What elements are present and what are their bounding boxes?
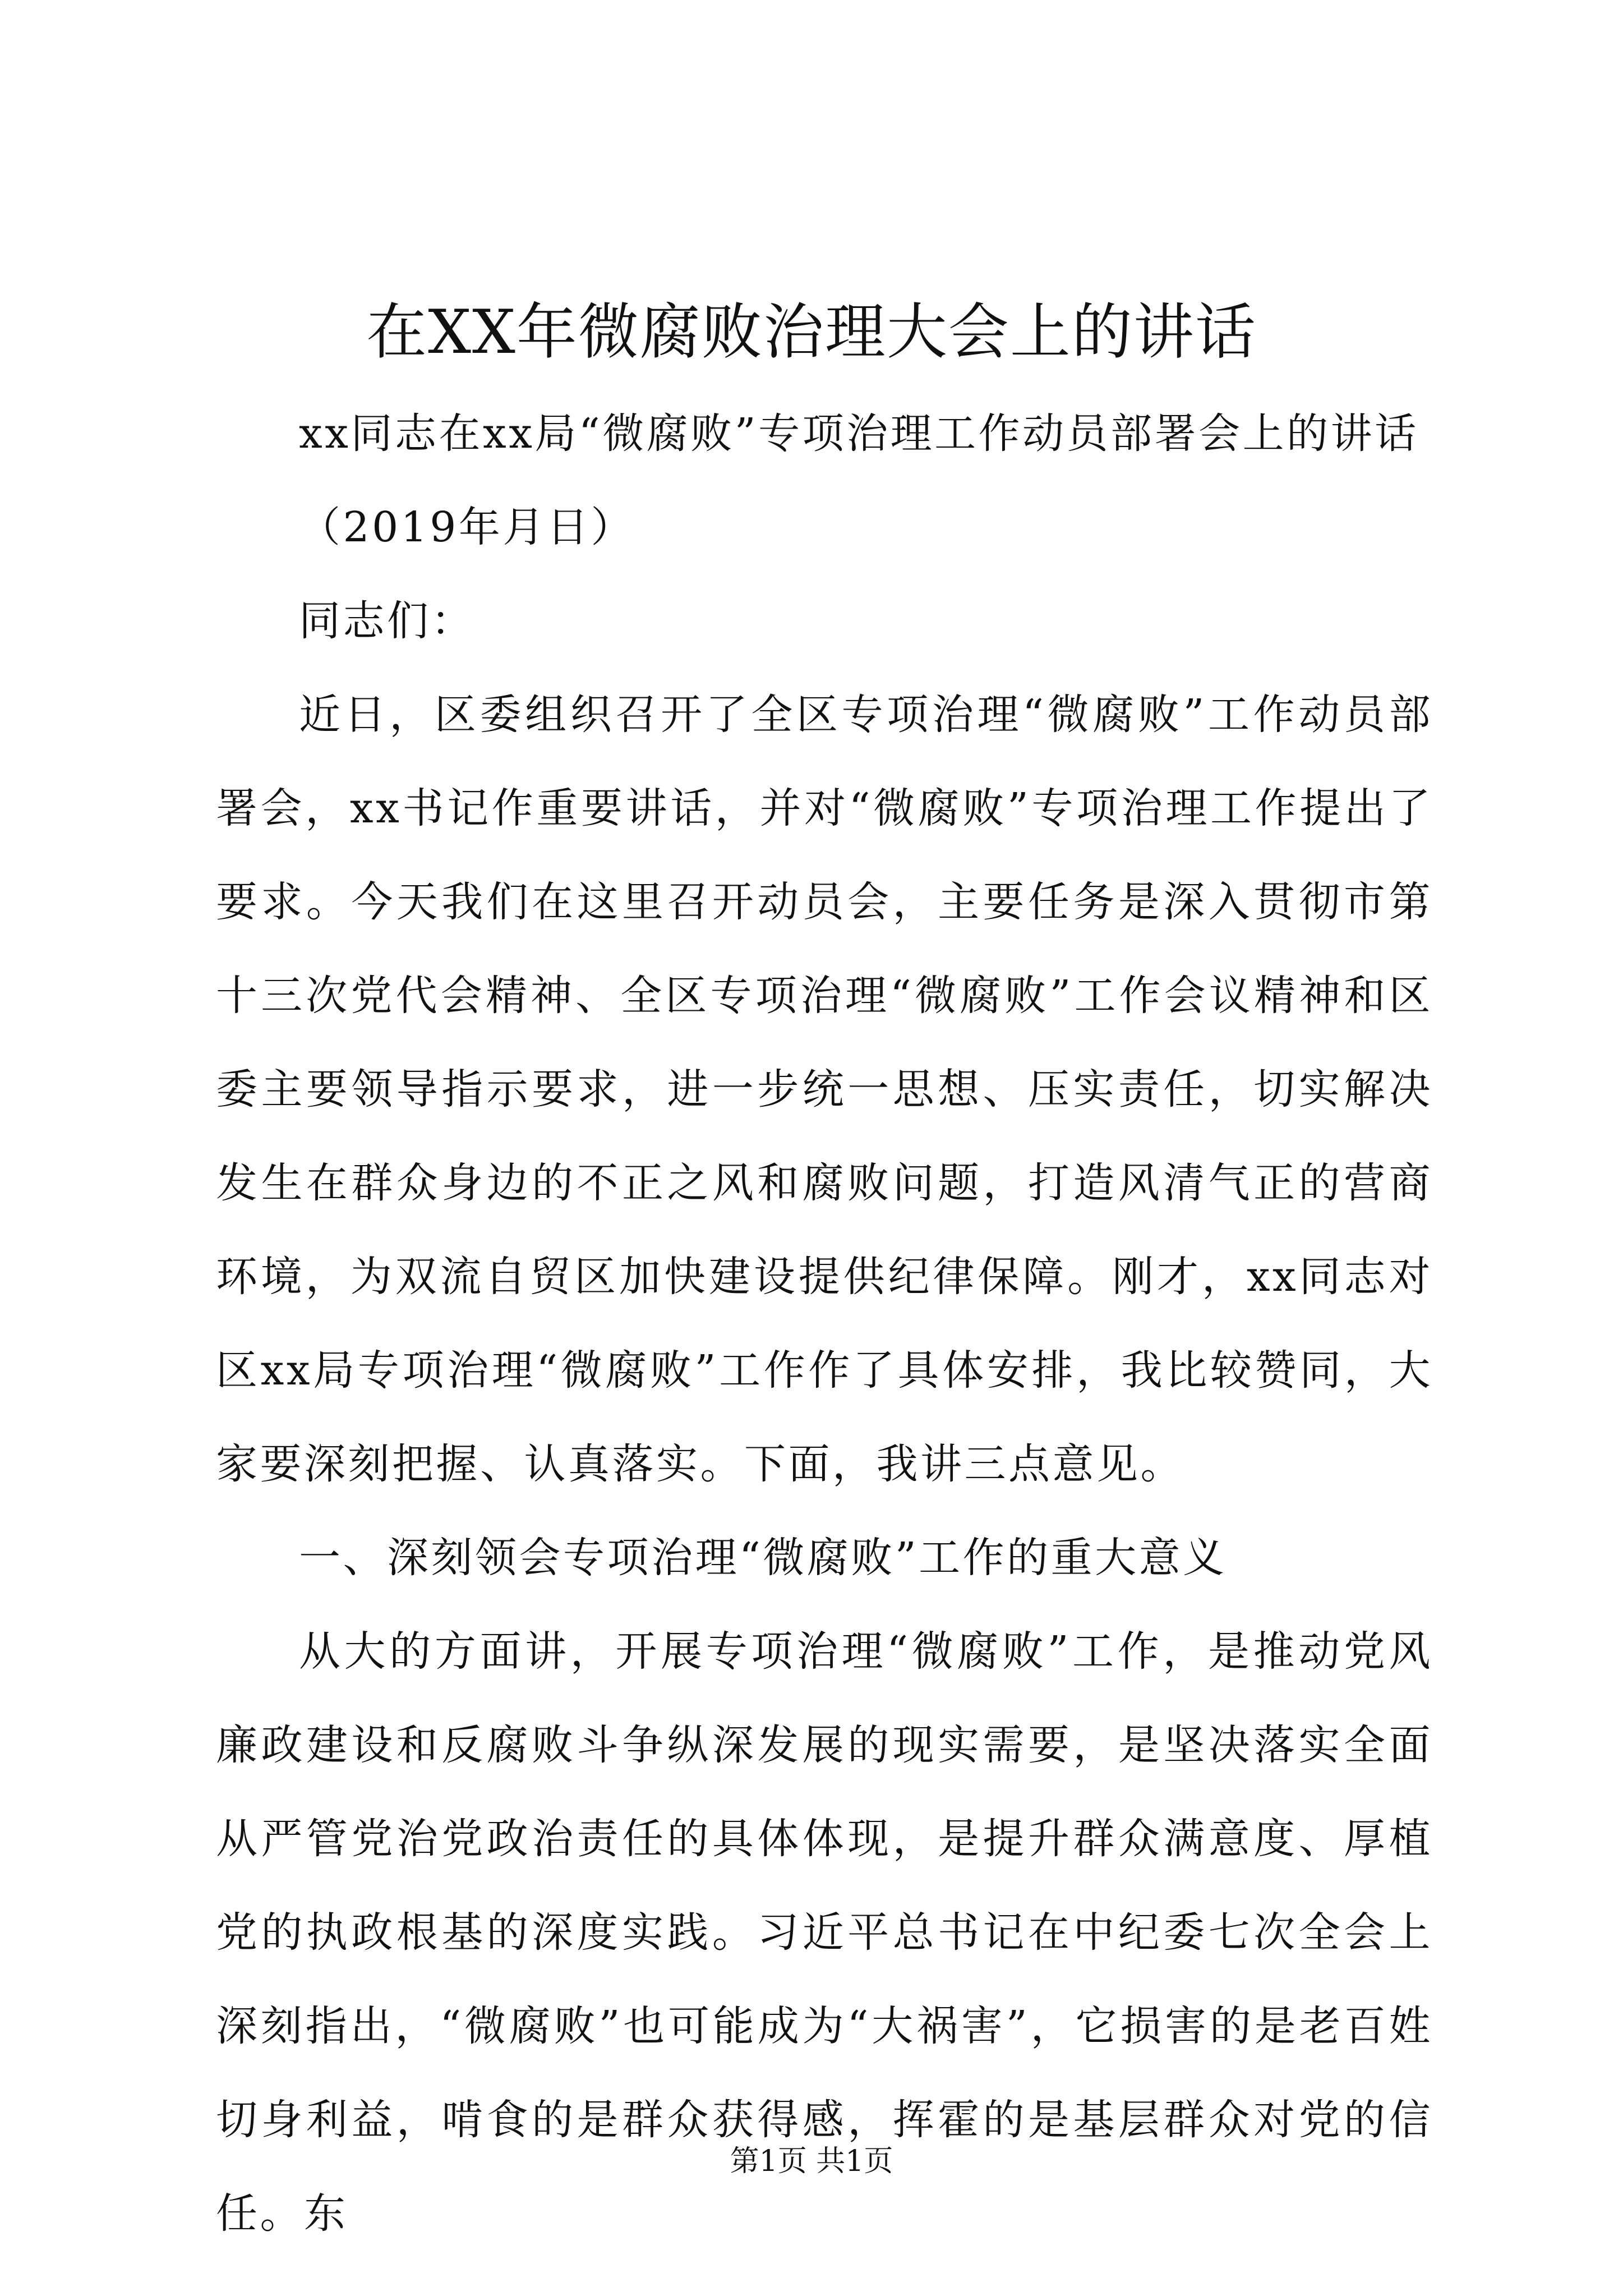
section-heading: 一、深刻领会专项治理“微腐败”工作的重大意义 [299,1534,1227,1582]
speech-date: （2019年月日） [299,503,635,551]
body-paragraph: 近日，区委组织召开了全区专项治理“微腐败”工作动员部署会，xx书记作重要讲话，并对“微腐败”专项治理工作提出了要求。今天我们在这里召开动员会，主要任务是深入贯彻市第十三次党代会精神、全区专项治理“微腐败”工作会议精神和区委主要领导指示要求，进一步统一思想、压实责任，切实解决发生在群众身边的不正之风和腐败问题，打造风清气正的营商环境，为双流自贸区加快建设提供纪律保障。刚才，xx同志对区xx局专项治理“微腐败”工作作了具体安排，我比较赞同，大家要深刻把握、认真落实。下面，我讲三点意见。 [216,691,1433,1488]
salutation: 同志们： [299,597,475,645]
document-body [216,387,1433,2261]
document-title: 在XX年微腐败治理大会上的讲话 [366,297,1257,367]
body-paragraph: 从大的方面讲，开展专项治理“微腐败”工作，是推动党风廉政建设和反腐败斗争纵深发展的现实需要，是坚决落实全面从严管党治党政治责任的具体体现，是提升群众满意度、厚植党的执政根基的深度实践。习近平总书记在中纪委七次全会上深刻指出，“微腐败”也可能成为“大祸害”，它损害的是老百姓切身利益，啃食的是群众获得感，挥霍的是基层群众对党的信任。东 [216,1627,1433,2238]
page-footer: 第1页 共1页 [730,2145,893,2178]
speech-subtitle: xx同志在xx局“微腐败”专项治理工作动员部署会上的讲话 [299,409,1419,458]
